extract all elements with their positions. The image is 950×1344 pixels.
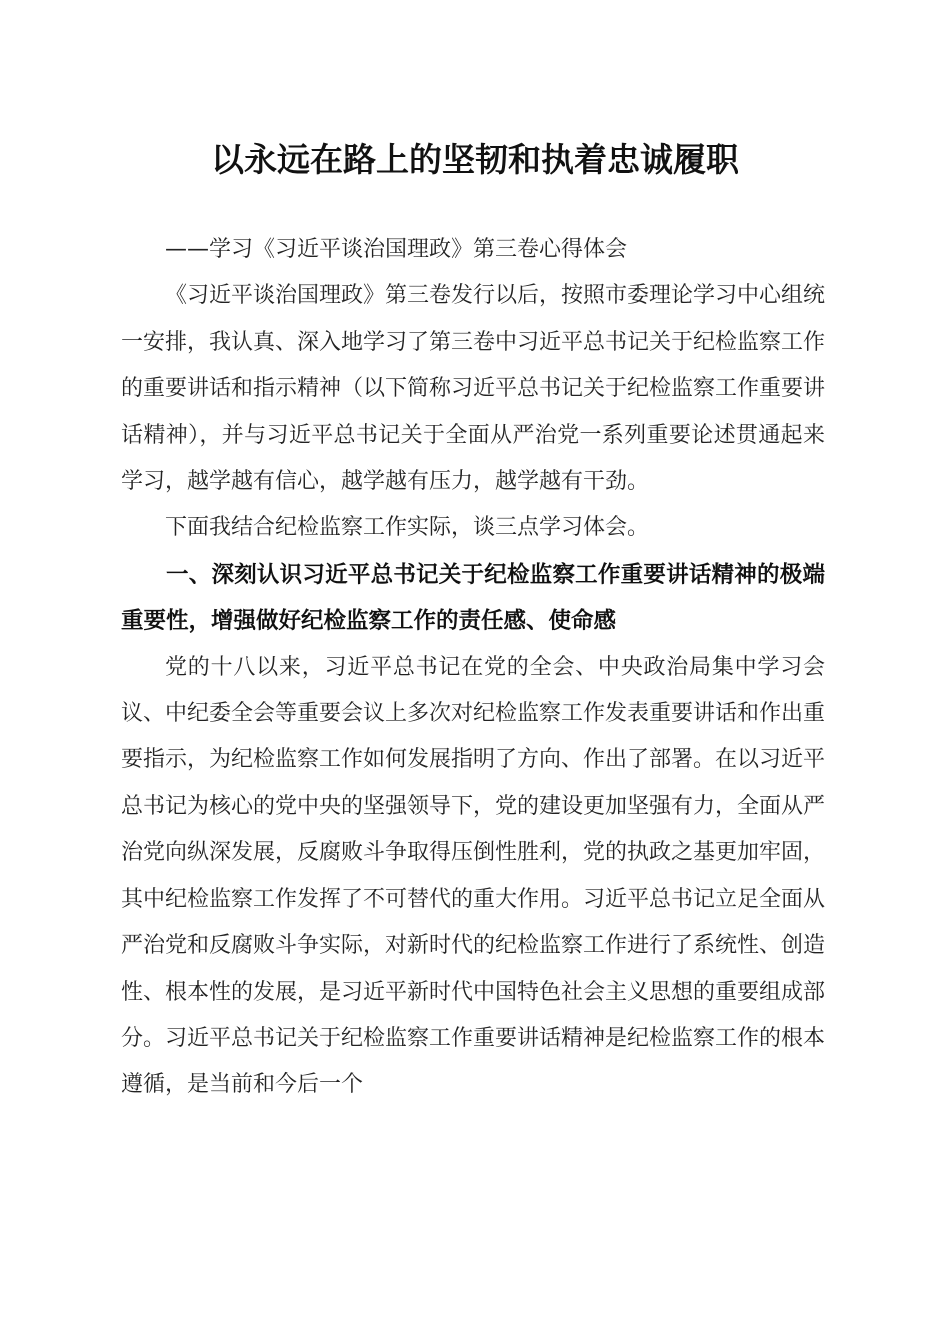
transition-paragraph: 下面我结合纪检监察工作实际，谈三点学习体会。 — [165, 515, 650, 541]
intro-paragraph: 《习近平谈治国理政》第三卷发行以后，按照市委理论学习中心组统一安排，我认真、深入地学习了第三卷中习近平总书记关于纪检监察工作的重要讲话和指示精神（以下简称习近平总书记关于纪检监察工作重要讲话精神），并与习近平总书记关于全面从严治党一系列重要论述贯通起来学习，越学越有信心，越学越有压力，越学越有干劲。 — [121, 283, 826, 495]
section-heading: 一、深刻认识习近平总书记关于纪检监察工作重要讲话精神的极端重要性，增强做好纪检监察工作的责任感、使命感 — [121, 561, 825, 635]
subtitle: ——学习《习近平谈治国理政》第三卷心得体会 — [165, 237, 628, 262]
document-title: 以永远在路上的坚韧和执着忠诚履职 — [211, 140, 739, 179]
document-body — [121, 227, 825, 1109]
section-paragraph: 党的十八以来，习近平总书记在党的全会、中央政治局集中学习会议、中纪委全会等重要会议上多次对纪检监察工作发表重要讲话和作出重要指示，为纪检监察工作如何发展指明了方向、作出了部署。在以习近平总书记为核心的党中央的坚强领导下，党的建设更加坚强有力，全面从严治党向纵深发展，反腐败斗争取得压倒性胜利，党的执政之基更加牢固，其中纪检监察工作发挥了不可替代的重大作用。习近平总书记立足全面从严治党和反腐败斗争实际，对新时代的纪检监察工作进行了系统性、创造性、根本性的发展，是习近平新时代中国特色社会主义思想的重要组成部分。习近平总书记关于纪检监察工作重要讲话精神是纪检监察工作的根本遵循，是当前和今后一个 — [121, 654, 826, 1098]
